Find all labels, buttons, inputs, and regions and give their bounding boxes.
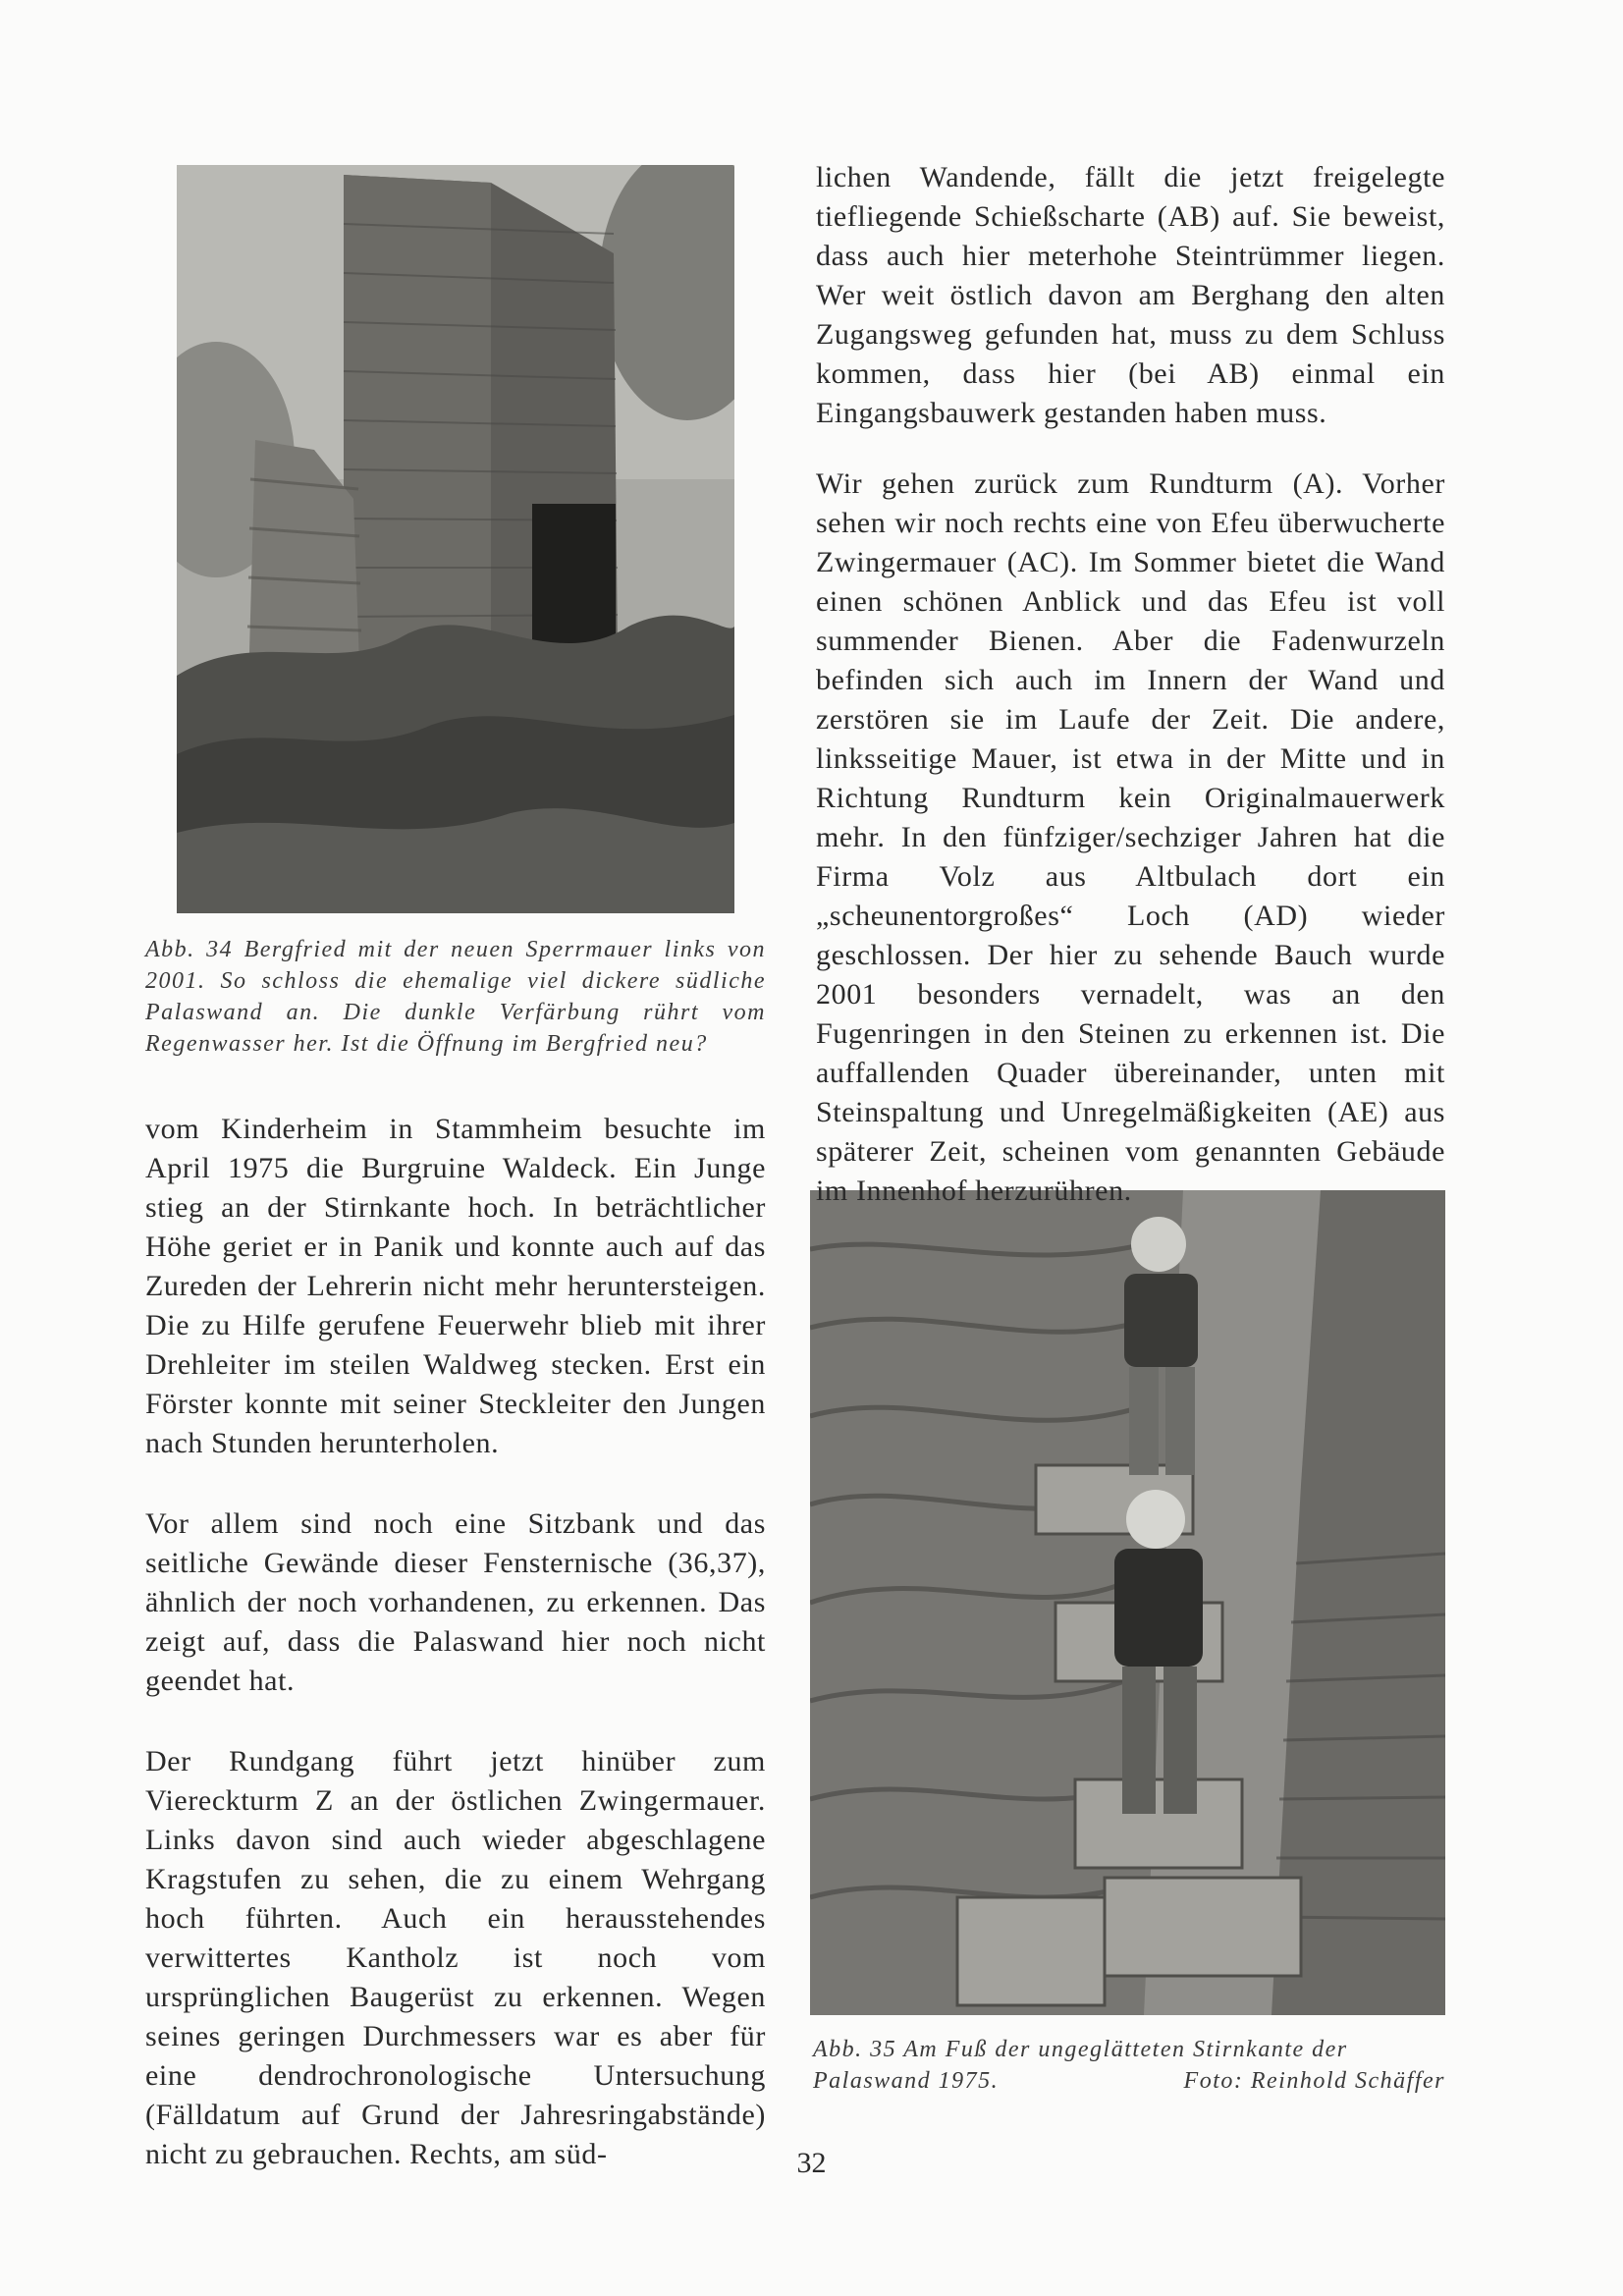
figure-34-caption: Abb. 34 Bergfried mit der neuen Sperrmauer links von 2001. So schloss die ehemalige viel dickere südliche Palaswand an. Die dunkle Verfärbung rührt vom Regenwasser her. Ist die Öffnung im Bergfried neu? [145, 937, 766, 1057]
right-column-top [816, 158, 1445, 474]
page-number: 32 [796, 2147, 827, 2179]
left-column [145, 1110, 766, 2215]
figure-35-caption [813, 2034, 1445, 2097]
figure-35-photo-credit: Foto: Reinhold Schäffer [1183, 2068, 1445, 2094]
figure-34-photo [177, 165, 734, 913]
left-paragraph-2: Vor allem sind noch eine Sitzbank und das seitliche Gewände dieser Fensternische (36,37), ähnlich der noch vorhandenen, zu erkennen. Das zeigt auf, dass die Palaswand hier noch nicht geendet hat. [145, 1507, 766, 1697]
figure-35-caption-line1: Abb. 35 Am Fuß der ungeglätteten Stirnkante der [813, 2037, 1348, 2062]
tower-photo-illustration [177, 165, 734, 913]
right-paragraph-2: Wir gehen zurück zum Rundturm (A). Vorher sehen wir noch rechts eine von Efeu überwucherte Zwingermauer (AC). Im Sommer bietet die Wand einen schönen Anblick und das Efeu ist voll summender Bienen. Aber die Fadenwurzeln befinden sich auch im Innern der Wand und zerstören sie im Laufe der Zeit. Die andere, linksseitige Mauer, ist etwa in der Mitte und in Richtung Rundturm kein Originalmauerwerk mehr. In den fünfziger/sechziger Jahren hat die Firma Volz aus Altbulach dort ein „scheunentorgroßes“ Loch (AD) wieder geschlossen. Der hier zu sehende Bauch wurde 2001 besonders vernadelt, was an den Fugenringen in den Steinen zu erkennen ist. Die auffallenden Quader übereinander, unten mit Steinspaltung und Unregelmäßigkeiten (AE) aus späterer Zeit, scheinen vom genannten Gebäude im Innenhof herzurühren. [816, 467, 1445, 1207]
left-paragraph-1: vom Kinderheim in Stammheim besuchte im April 1975 die Burgruine Waldeck. Ein Junge stieg an der Stirnkante hoch. In beträchtlicher Höhe geriet er in Panik und konnte auch auf das Zureden der Lehrerin nicht mehr heruntersteigen. Die zu Hilfe gerufene Feuerwehr blieb mit ihrer Drehleiter im steilen Waldweg stecken. Erst ein Förster konnte mit seiner Steckleiter den Jungen nach Stunden herunterholen. [145, 1113, 766, 1459]
figure-35-caption-line2-left: Palaswand 1975. [813, 2068, 1000, 2094]
right-paragraph-1: lichen Wandende, fällt die jetzt freigelegte tiefliegende Schießscharte (AB) auf. Sie beweist, dass auch hier meterhohe Steintrümmer liegen. Wer weit östlich davon am Berghang den alten Zugangsweg gefunden hat, muss zu dem Schluss kommen, dass hier (bei AB) einmal ein Eingangsbauwerk gestanden haben muss. [816, 161, 1445, 429]
children-on-wall-photo-illustration [810, 1190, 1445, 2015]
right-column-middle [816, 465, 1445, 1252]
left-paragraph-3: Der Rundgang führt jetzt hinüber zum Viereckturm Z an der östlichen Zwingermauer. Links davon sind auch wieder abgeschlagene Kragstufen zu sehen, die zu einem Wehrgang hoch führten. Auch ein herausstehendes verwittertes Kantholz ist noch vom ursprünglichen Baugerüst zu erkennen. Wegen seines geringen Durchmessers war es aber für eine dendrochronologische Untersuchung (Fälldatum auf Grund der Jahresringabstände) nicht zu gebrauchen. Rechts, am süd- [145, 1745, 766, 2170]
figure-35-photo [810, 1190, 1445, 2015]
